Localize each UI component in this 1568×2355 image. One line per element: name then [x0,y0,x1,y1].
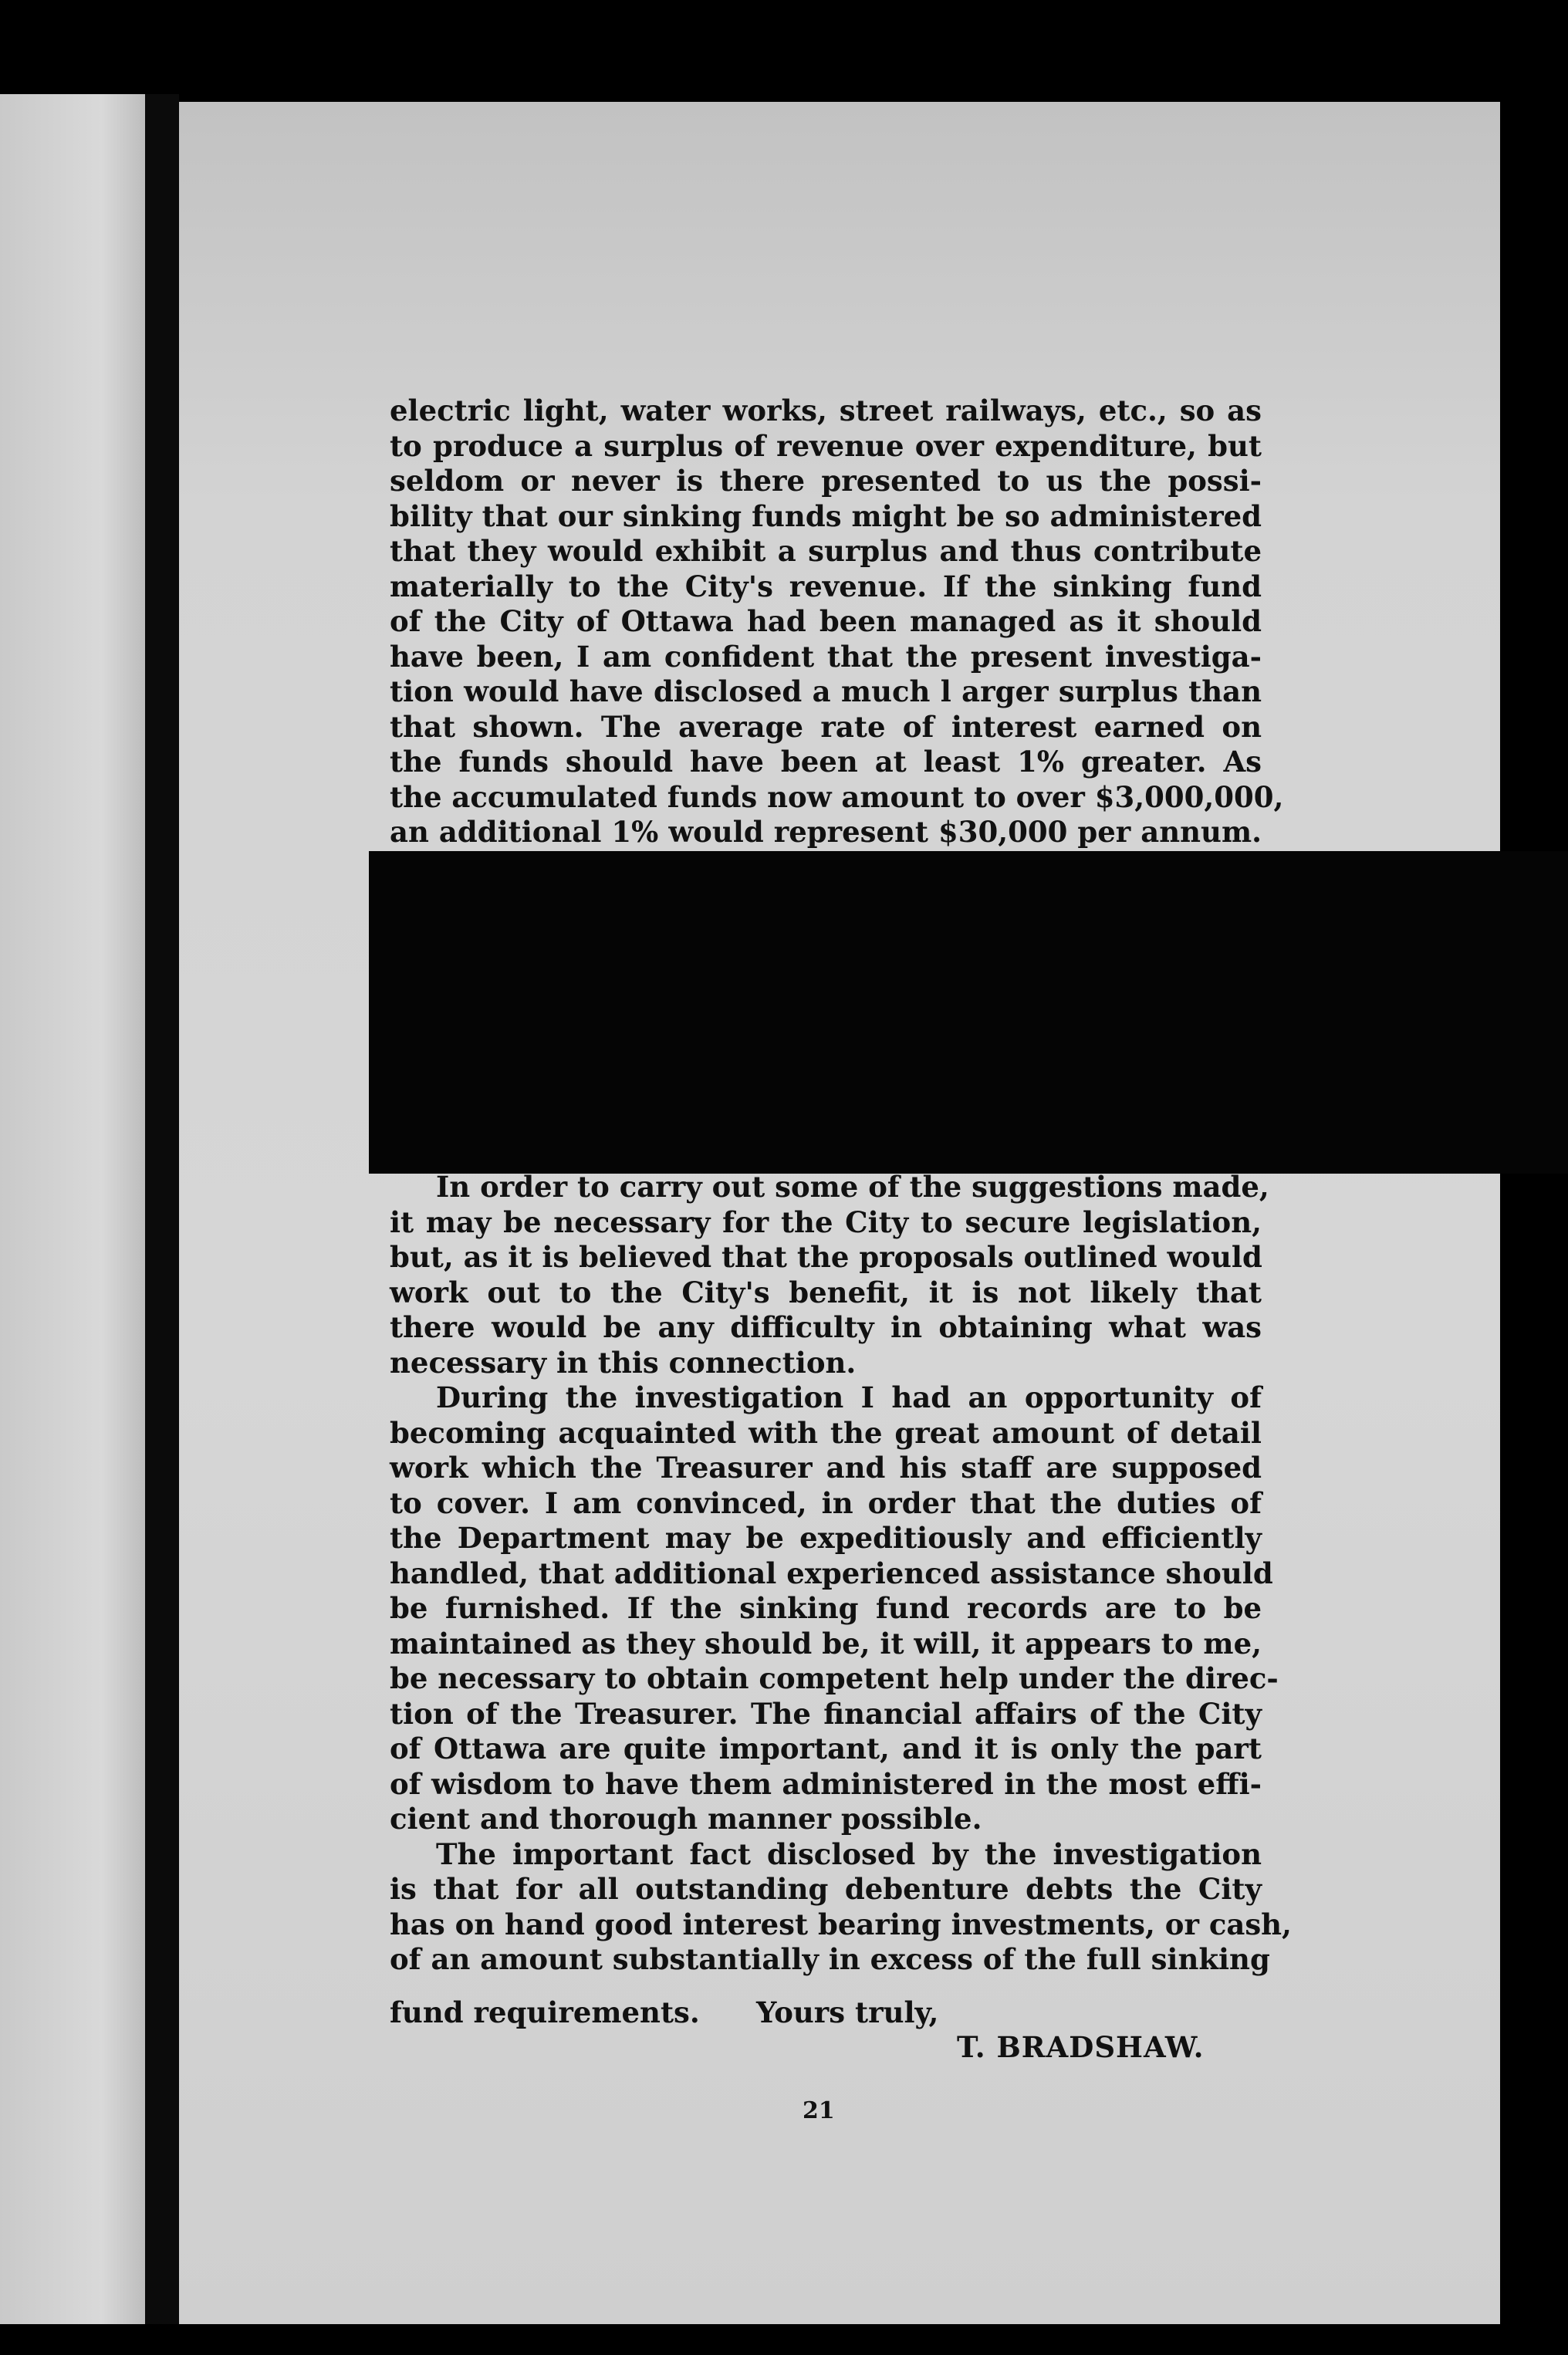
text-line: materially to the City's revenue. If the sinking fund [390,569,1262,603]
text-line: seldom or never is there presented to us the possi- [390,464,1262,498]
paragraph-sinking-fund [390,394,1284,850]
text-line: to cover. I am convinced, in order that the duties of [390,1485,1262,1520]
text-line: that shown. The average rate of interest earned on [390,709,1262,744]
redaction-bar [369,851,1568,1174]
signature: T. BRADSHAW. [957,2030,1205,2064]
text-line: In order to carry out some of the suggestions made, [436,1170,1269,1204]
text-line: necessary in this connection. [390,1345,857,1380]
text-line: be furnished. If the sinking fund records are to be [390,1591,1262,1625]
page-number: 21 [803,2097,835,2124]
text-line: of the City of Ottawa had been managed as it should [390,604,1262,638]
text-line: that they would exhibit a surplus and thus contribute [390,534,1262,568]
text-line: of wisdom to have them administered in the most effi- [390,1766,1262,1801]
closing-text: fund requirements. [390,1995,700,2029]
text-line: the funds should have been at least 1% greater. As [390,745,1262,779]
text-line: has on hand good interest bearing investments, or cash, [390,1907,1292,1941]
text-line: The important fact disclosed by the investigation [436,1836,1262,1871]
text-line: the Department may be expeditiously and efficiently [390,1521,1262,1555]
text-line: cient and thorough manner possible. [390,1802,982,1836]
text-line: tion would have disclosed a much l arger surplus than [390,674,1262,708]
text-line: becoming acquainted with the great amount of detail [390,1415,1262,1450]
text-line: be necessary to obtain competent help under the direc- [390,1661,1279,1695]
salutation: Yours truly, [756,1995,939,2029]
binding-gutter [145,94,179,2324]
text-line: of Ottawa are quite important, and it is only the part [390,1732,1262,1765]
text-line: is that for all outstanding debenture debts the City [390,1872,1262,1906]
text-line: it may be necessary for the City to secure legislation, [390,1205,1262,1239]
body-continued [390,1170,1292,1978]
text-line: an additional 1% would represent $30,000 per annum. [390,815,1262,849]
text-line: maintained as they should be, it will, it appears to me, [390,1626,1262,1661]
text-line: tion of the Treasurer. The financial affairs of the City [390,1696,1262,1731]
text-line: electric light, water works, street railways, etc., so as [390,394,1262,427]
text-line: but, as it is believed that the proposals outlined would [390,1240,1262,1274]
text-line: bility that our sinking funds might be so administered [390,498,1262,533]
text-line: the accumulated funds now amount to over $3,000,000, [390,779,1284,814]
text-line: of an amount substantially in excess of the full sinking [390,1942,1270,1976]
text-line: have been, I am confident that the present investiga- [390,639,1262,674]
adjacent-page-edge [0,94,145,2324]
text-line: handled, that additional experienced assistance should [390,1556,1273,1590]
text-line: to produce a surplus of revenue over expenditure, but [390,428,1262,463]
text-line: there would be any difficulty in obtaining what was [390,1310,1262,1344]
text-line: work out to the City's benefit, it is not likely that [390,1275,1262,1309]
text-line: work which the Treasurer and his staff are supposed [390,1451,1262,1485]
text-line: During the investigation I had an opportunity of [436,1380,1262,1414]
